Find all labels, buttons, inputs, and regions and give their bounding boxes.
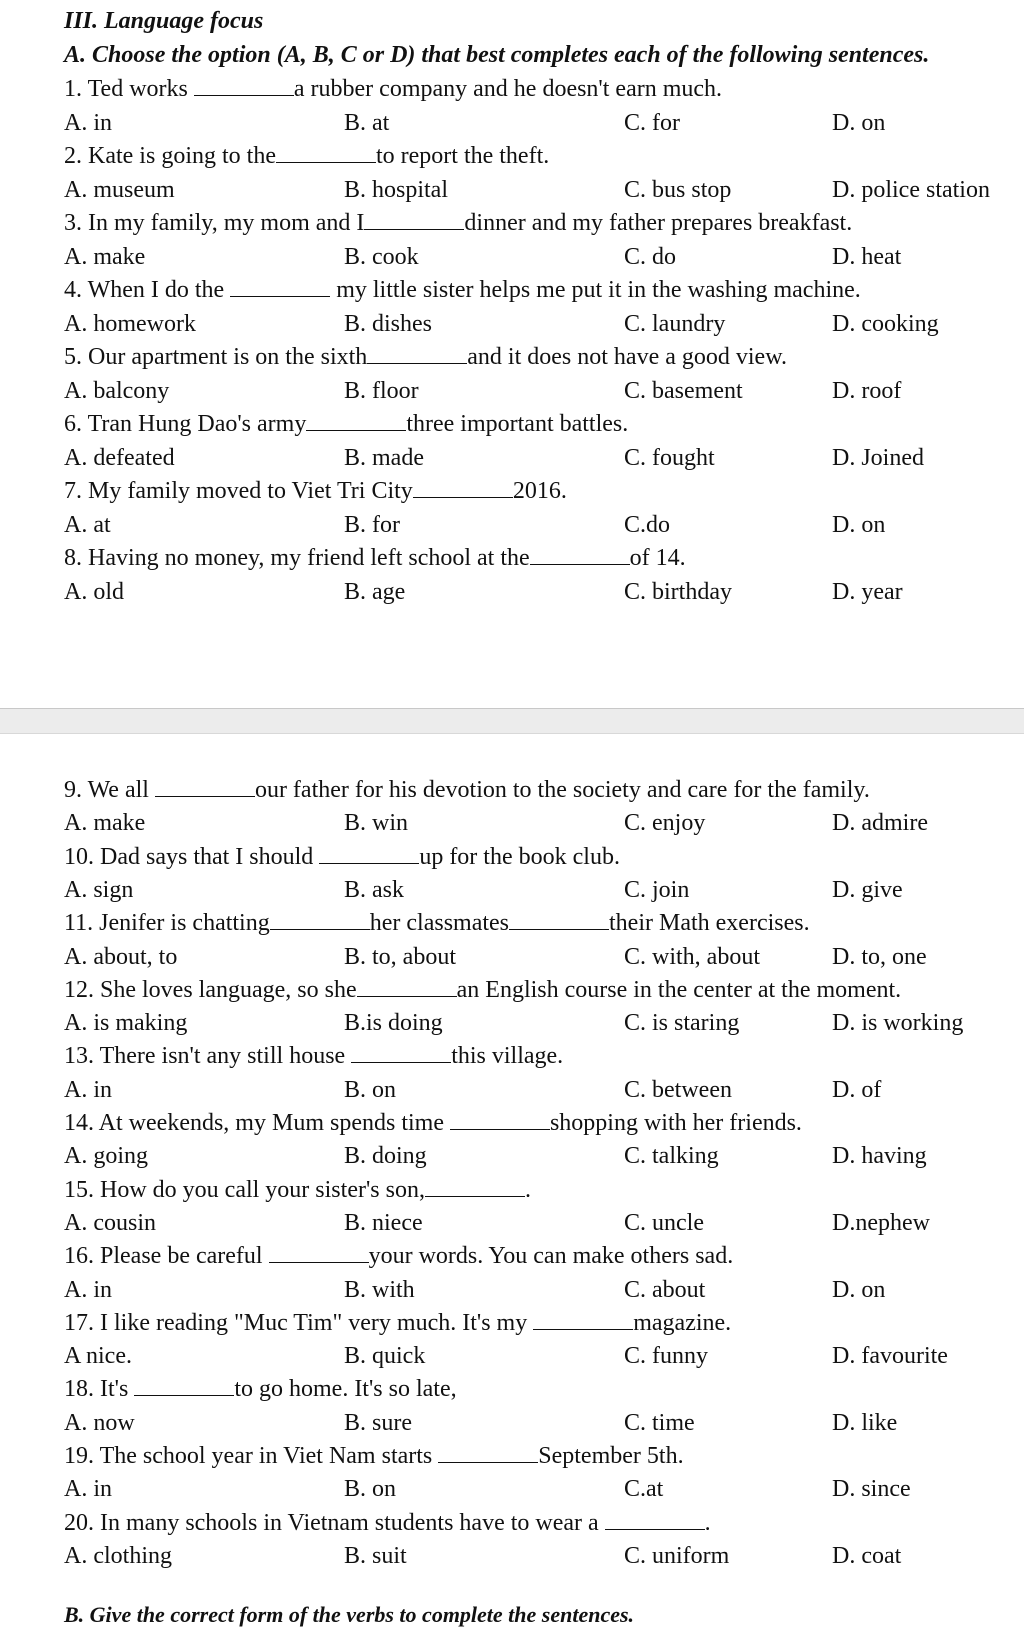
options-row (0, 242, 1024, 272)
options-row (0, 808, 1024, 838)
stem-after: 2016. (512, 478, 567, 504)
stem-before: 16. Please be careful (64, 1243, 269, 1270)
answer-option[interactable]: D. Joined (832, 444, 924, 471)
answer-option[interactable]: D. give (832, 876, 903, 903)
answer-option[interactable]: A. now (64, 1409, 135, 1436)
answer-blank[interactable] (306, 410, 406, 431)
options-row (0, 510, 1024, 540)
answer-option[interactable]: C.do (624, 511, 671, 538)
answer-option[interactable]: B. with (344, 1276, 415, 1303)
answer-option[interactable]: C. about (624, 1276, 706, 1303)
page-divider (0, 708, 1024, 734)
answer-option[interactable]: C. talking (624, 1143, 719, 1170)
answer-blank[interactable] (605, 1509, 705, 1530)
stem-after: a rubber company and he doesn't earn much. (293, 76, 723, 102)
answer-option[interactable]: B. niece (344, 1209, 423, 1236)
question-stem (64, 908, 810, 938)
question-stem (64, 1175, 531, 1205)
question-stem (64, 409, 628, 439)
answer-option[interactable]: D. on (832, 511, 886, 538)
options-row (0, 443, 1024, 473)
stem-after: to report the theft. (375, 143, 550, 169)
answer-option[interactable]: B. hospital (344, 176, 449, 203)
answer-option[interactable]: A. old (64, 578, 124, 605)
answer-option[interactable]: B. doing (344, 1143, 427, 1170)
answer-option[interactable]: C.at (624, 1476, 664, 1503)
options-row (0, 1541, 1024, 1571)
stem-before: 9. We all (64, 777, 155, 803)
stem-after: to go home. It's so late, (234, 1376, 457, 1403)
answer-option[interactable]: D. on (832, 109, 886, 136)
options-row (0, 1275, 1024, 1305)
stem-after: magazine. (633, 1309, 732, 1336)
answer-option[interactable]: C. is staring (624, 1010, 740, 1037)
answer-option[interactable]: A. sign (64, 876, 134, 903)
question-stem (64, 842, 620, 872)
answer-option[interactable]: D. since (832, 1476, 911, 1503)
options-row (0, 1208, 1024, 1238)
options-row (0, 108, 1024, 138)
answer-blank[interactable] (319, 843, 419, 864)
options-row (0, 309, 1024, 339)
answer-blank[interactable] (425, 1176, 525, 1197)
answer-option[interactable]: B. win (344, 810, 409, 837)
stem-before: 1. Ted works (64, 76, 194, 102)
answer-option[interactable]: D. roof (832, 377, 902, 404)
answer-blank[interactable] (533, 1309, 633, 1330)
stem-before: 12. She loves language, so she (64, 976, 357, 1003)
answer-blank[interactable] (194, 75, 294, 96)
answer-option[interactable]: D. cooking (832, 310, 939, 337)
question-stem (64, 1241, 733, 1271)
stem-before: 14. At weekends, my Mum spends time (64, 1110, 450, 1136)
stem-before: 7. My family moved to Viet Tri City (64, 478, 413, 504)
answer-option[interactable]: C. between (624, 1076, 732, 1103)
answer-option[interactable]: C. do (624, 243, 677, 270)
answer-blank[interactable] (364, 209, 464, 230)
answer-option[interactable]: C. with, about (624, 943, 760, 970)
stem-after: dinner and my father prepares breakfast. (464, 210, 853, 236)
answer-option[interactable]: D. admire (832, 810, 928, 837)
stem-before: 8. Having no money, my friend left school at the (64, 545, 530, 571)
answer-option[interactable]: C. time (624, 1409, 695, 1436)
answer-option[interactable]: A. museum (64, 176, 175, 203)
stem-before: 5. Our apartment is on the sixth (64, 344, 368, 370)
stem-after: and it does not have a good view. (467, 344, 787, 370)
answer-option[interactable]: C. enjoy (624, 810, 706, 837)
answer-blank[interactable] (530, 544, 630, 565)
stem-before: 20. In many schools in Vietnam students have to wear a (64, 1509, 605, 1536)
answer-option[interactable]: C. funny (624, 1343, 708, 1370)
question-stem (64, 775, 870, 805)
answer-option[interactable]: B. at (344, 109, 390, 136)
question-stem (64, 975, 901, 1005)
stem-before: 4. When I do the (64, 277, 231, 303)
options-row (0, 1408, 1024, 1438)
answer-blank[interactable] (230, 276, 330, 297)
answer-option[interactable]: B. on (344, 1476, 397, 1503)
options-row (0, 1075, 1024, 1105)
answer-option[interactable]: D. heat (832, 243, 902, 270)
stem-after: our father for his devotion to the society and care for the family. (254, 777, 870, 803)
question-stem (64, 1508, 711, 1538)
answer-blank[interactable] (276, 142, 376, 163)
stem-before: 3. In my family, my mom and I (64, 210, 365, 236)
answer-option[interactable]: C. uncle (624, 1209, 704, 1236)
answer-option[interactable]: B. for (344, 511, 400, 538)
question-stem (64, 1041, 563, 1071)
answer-option[interactable]: D. like (832, 1409, 898, 1436)
answer-option[interactable]: D. police station (832, 176, 990, 203)
answer-option[interactable]: C. join (624, 876, 690, 903)
answer-option[interactable]: A. make (64, 810, 146, 837)
answer-option[interactable]: B. to, about (344, 943, 456, 970)
stem-after: . (524, 1176, 531, 1203)
answer-option[interactable]: D.nephew (832, 1209, 930, 1236)
options-row (0, 1008, 1024, 1038)
answer-option[interactable]: B. dishes (344, 310, 433, 337)
answer-option[interactable]: D. coat (832, 1542, 902, 1569)
answer-blank[interactable] (269, 1242, 369, 1263)
stem-before: 10. Dad says that I should (64, 843, 320, 870)
answer-option[interactable]: A. in (64, 1076, 112, 1103)
options-row (0, 376, 1024, 406)
answer-option[interactable]: A. make (64, 243, 146, 270)
answer-option[interactable]: D. of (832, 1076, 882, 1103)
answer-option[interactable]: A. is making (64, 1010, 188, 1037)
answer-option[interactable]: D. is working (832, 1010, 964, 1037)
stem-before: 15. How do you call your sister's son, (64, 1176, 425, 1203)
answer-option[interactable]: A. clothing (64, 1542, 172, 1569)
stem-before: 17. I like reading "Muc Tim" very much. It's my (64, 1309, 534, 1336)
answer-option[interactable]: B. ask (344, 876, 404, 903)
question-stem (64, 1374, 457, 1404)
section-instructions: A. Choose the option (A, B, C or D) that best completes each of the following sentences. (64, 42, 930, 68)
question-stem (64, 1441, 684, 1471)
answer-blank[interactable] (413, 477, 513, 498)
answer-option[interactable]: D. to, one (832, 943, 927, 970)
answer-option[interactable]: D. favourite (832, 1343, 948, 1370)
stem-after: . (704, 1509, 711, 1536)
question-stem (64, 543, 686, 573)
stem-after: an English course in the center at the moment. (456, 976, 902, 1003)
answer-option[interactable]: A. at (64, 511, 111, 538)
answer-option[interactable]: B. on (344, 1076, 397, 1103)
answer-option[interactable]: C. uniform (624, 1542, 730, 1569)
options-row (0, 942, 1024, 972)
stem-after: shopping with her friends. (549, 1110, 802, 1136)
answer-option[interactable]: C. for (624, 109, 680, 136)
answer-option[interactable]: B. made (344, 444, 424, 471)
answer-option[interactable]: A. in (64, 1276, 112, 1303)
worksheet-part-1 (0, 0, 1024, 700)
stem-after: of 14. (629, 545, 686, 571)
options-row (0, 175, 1024, 205)
answer-option[interactable]: A. in (64, 109, 112, 136)
answer-option[interactable]: C. fought (624, 444, 715, 471)
worksheet-part-2 (0, 735, 1024, 1625)
answer-blank[interactable] (367, 343, 467, 364)
options-row (0, 577, 1024, 607)
answer-option[interactable]: A. going (64, 1143, 148, 1170)
next-section-heading: B. Give the correct form of the verbs to complete the sentences. (64, 1602, 635, 1627)
stem-after: this village. (451, 1043, 564, 1070)
answer-option[interactable]: D. having (832, 1143, 927, 1170)
answer-option[interactable]: B. cook (344, 243, 419, 270)
question-stem (64, 476, 567, 506)
answer-blank[interactable] (509, 909, 609, 930)
options-row (0, 875, 1024, 905)
options-row (0, 1474, 1024, 1504)
stem-after: my little sister helps me put it in the washing machine. (330, 277, 861, 303)
answer-option[interactable]: B.is doing (344, 1010, 443, 1037)
answer-option[interactable]: D. year (832, 578, 903, 605)
stem-before: 2. Kate is going to the (64, 143, 276, 169)
answer-option[interactable]: A. cousin (64, 1209, 156, 1236)
answer-option[interactable]: B. sure (344, 1409, 412, 1436)
question-stem (64, 141, 549, 171)
answer-blank[interactable] (438, 1442, 538, 1463)
question-stem (64, 275, 861, 305)
answer-option[interactable]: C. laundry (624, 310, 726, 337)
question-stem (64, 1108, 802, 1138)
options-row (0, 1341, 1024, 1371)
answer-option[interactable]: D. on (832, 1276, 886, 1303)
stem-before: 18. It's (64, 1376, 135, 1403)
section-title: III. Language focus (64, 8, 264, 34)
answer-option[interactable]: B. floor (344, 377, 419, 404)
answer-blank[interactable] (351, 1042, 451, 1063)
answer-option[interactable]: A. balcony (64, 377, 170, 404)
stem-before: 19. The school year in Viet Nam starts (64, 1443, 439, 1469)
question-stem (64, 74, 722, 104)
answer-blank[interactable] (270, 909, 370, 930)
answer-option[interactable]: A. about, to (64, 943, 178, 970)
stem-before: 13. There isn't any still house (64, 1043, 352, 1070)
answer-blank[interactable] (134, 1375, 234, 1396)
answer-option[interactable]: A nice. (64, 1343, 132, 1370)
stem-after: three important battles. (406, 411, 629, 437)
answer-option[interactable]: C. basement (624, 377, 743, 404)
stem-before: 11. Jenifer is chatting (64, 910, 270, 937)
stem-before: 6. Tran Hung Dao's army (64, 411, 307, 437)
question-stem (64, 342, 787, 372)
answer-option[interactable]: A. defeated (64, 444, 175, 471)
question-stem (64, 208, 852, 238)
options-row (0, 1141, 1024, 1171)
stem-middle: her classmates (369, 910, 510, 937)
answer-option[interactable]: B. quick (344, 1343, 426, 1370)
stem-after: September 5th. (538, 1443, 684, 1469)
stem-after: their Math exercises. (609, 910, 810, 937)
answer-blank[interactable] (155, 776, 255, 797)
answer-blank[interactable] (357, 976, 457, 997)
answer-option[interactable]: A. homework (64, 310, 196, 337)
answer-option[interactable]: A. in (64, 1476, 112, 1503)
answer-option[interactable]: C. birthday (624, 578, 732, 605)
stem-after: your words. You can make others sad. (368, 1243, 734, 1270)
question-stem (64, 1308, 731, 1338)
stem-after: up for the book club. (419, 843, 620, 870)
answer-option[interactable]: C. bus stop (624, 176, 732, 203)
answer-option[interactable]: B. age (344, 578, 406, 605)
answer-option[interactable]: B. suit (344, 1542, 407, 1569)
answer-blank[interactable] (450, 1109, 550, 1130)
